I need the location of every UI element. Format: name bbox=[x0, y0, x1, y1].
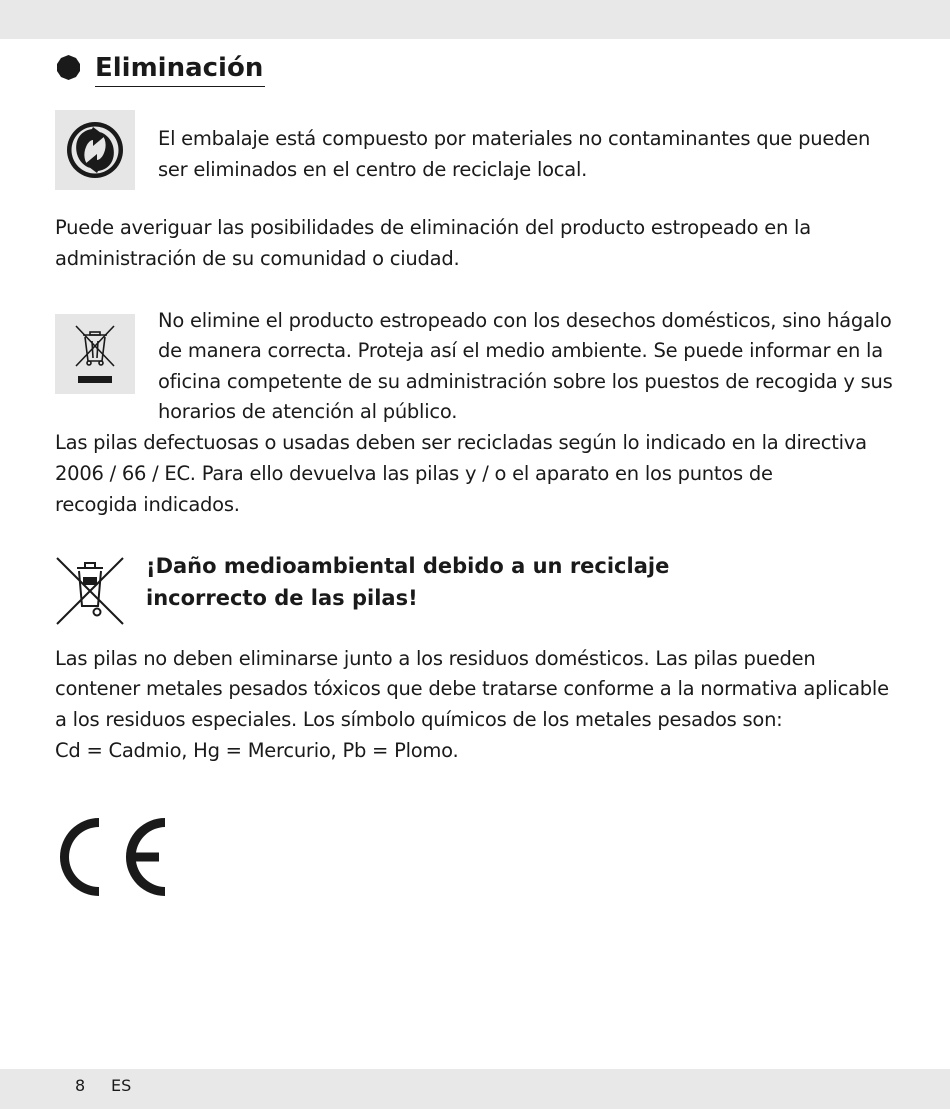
language-code: ES bbox=[111, 1076, 132, 1095]
warning-line-1: ¡Daño medioambiental debido a un reciclaje bbox=[146, 554, 670, 578]
weee-line-4: horarios de atención al público. bbox=[158, 400, 458, 423]
weee-line-1: No elimine el producto estropeado con los desechos domésticos, sino hágalo bbox=[158, 309, 892, 332]
green-dot-icon bbox=[55, 110, 135, 190]
battery-warning-line-3: a los residuos especiales. Los símbolo químicos de los metales pesados son: bbox=[55, 708, 783, 731]
packaging-line-2: ser eliminados en el centro de reciclaje local. bbox=[158, 158, 588, 181]
battery-warning-line-4: Cd = Cadmio, Hg = Mercurio, Pb = Plomo. bbox=[55, 739, 459, 762]
disposal-line-2: administración de su comunidad o ciudad. bbox=[55, 247, 460, 270]
bottom-band bbox=[0, 1069, 950, 1109]
battery-warning-line-1: Las pilas no deben eliminarse junto a los residuos domésticos. Las pilas pueden bbox=[55, 647, 816, 670]
warning-line-2: incorrecto de las pilas! bbox=[146, 586, 418, 610]
page-number: 8 bbox=[75, 1076, 86, 1095]
battery-line-1: Las pilas defectuosas o usadas deben ser recicladas según lo indicado en la directiva bbox=[55, 431, 867, 454]
weee-line-2: de manera correcta. Proteja así el medio ambiente. Se puede informar en la bbox=[158, 339, 883, 362]
ce-mark-icon bbox=[55, 817, 167, 897]
disposal-line-1: Puede averiguar las posibilidades de eliminación del producto estropeado en la bbox=[55, 216, 811, 239]
battery-line-3: recogida indicados. bbox=[55, 493, 240, 516]
battery-warning-line-2: contener metales pesados tóxicos que debe tratarse conforme a la normativa aplicable bbox=[55, 677, 889, 700]
crossed-battery-bin-icon bbox=[55, 556, 125, 626]
top-band bbox=[0, 0, 950, 39]
section-heading: Eliminación bbox=[95, 50, 265, 87]
packaging-line-1: El embalaje está compuesto por materiales no contaminantes que pueden bbox=[158, 127, 871, 150]
weee-icon-box bbox=[55, 314, 135, 394]
bullet-icon bbox=[56, 55, 81, 80]
crossed-bin-icon bbox=[55, 314, 135, 394]
battery-line-2: 2006 / 66 / EC. Para ello devuelva las pilas y / o el aparato en los puntos de bbox=[55, 462, 773, 485]
weee-line-3: oficina competente de su administración sobre los puestos de recogida y sus bbox=[158, 370, 893, 393]
recycle-icon-box bbox=[55, 110, 135, 190]
